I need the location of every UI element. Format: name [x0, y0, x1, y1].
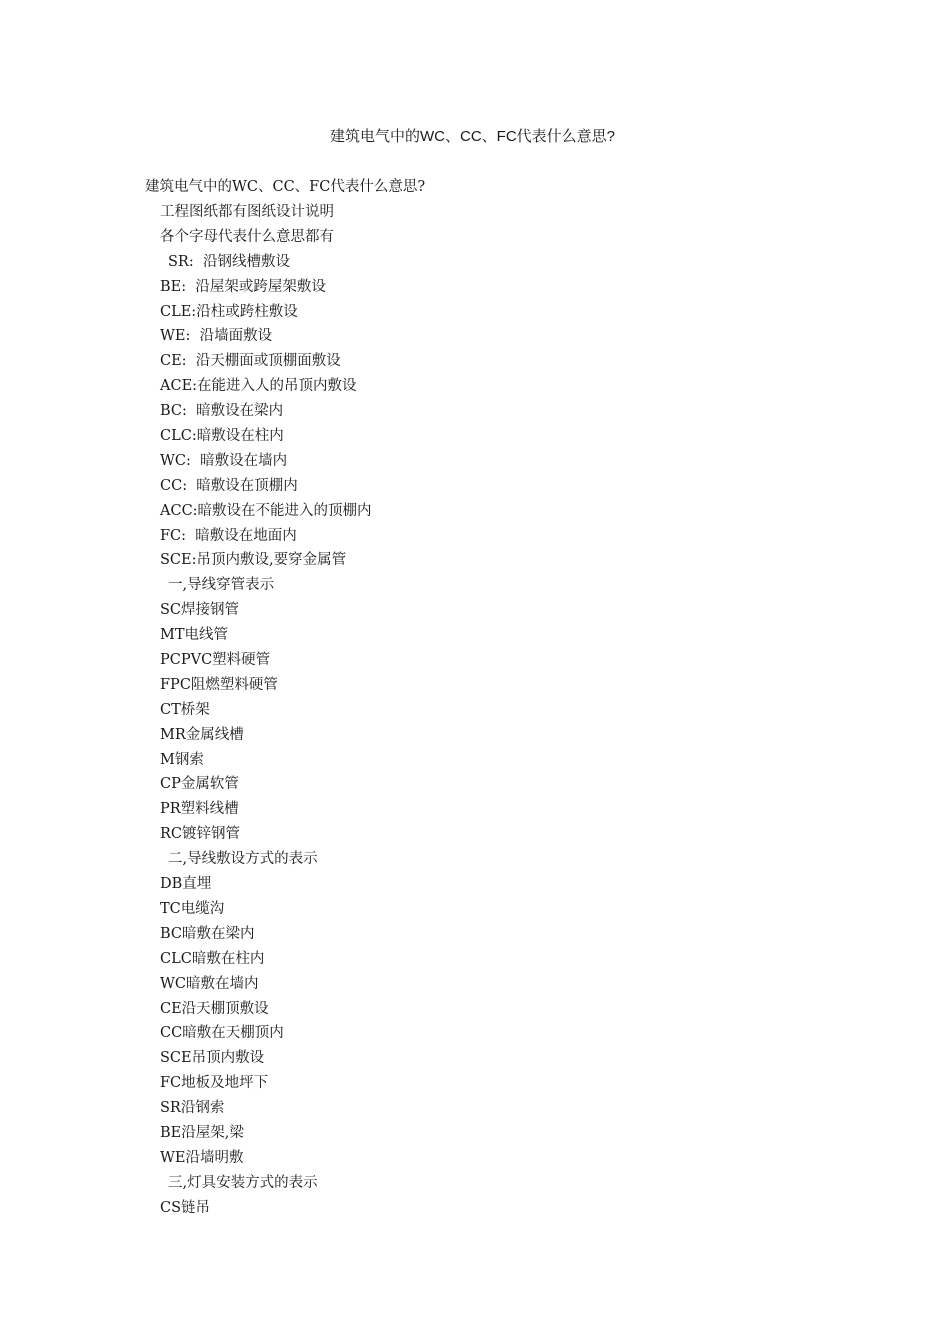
- document-line: 三,灯具安装方式的表示: [168, 1174, 318, 1191]
- document-line: BE沿屋架,梁: [160, 1124, 244, 1141]
- document-line: FC: 暗敷设在地面内: [160, 527, 297, 544]
- page-title: 建筑电气中的WC、CC、FC代表什么意思?: [330, 128, 615, 145]
- document-line: SC焊接钢管: [160, 602, 240, 619]
- document-line: SR: 沿钢线槽敷设: [168, 253, 290, 270]
- document-line: CE沿天棚顶敷设: [160, 1000, 269, 1017]
- document-line: 二,导线敷设方式的表示: [168, 851, 318, 868]
- document-line: SCE吊顶内敷设: [160, 1050, 265, 1067]
- document-line: WC暗敷在墙内: [160, 975, 259, 992]
- document-line: CT桥架: [160, 701, 210, 718]
- document-line: CLC:暗敷设在柱内: [160, 428, 284, 445]
- document-line: CC暗敷在天棚顶内: [160, 1025, 284, 1042]
- document-line: FC地板及地坪下: [160, 1075, 269, 1092]
- document-line: 工程图纸都有图纸设计说明: [160, 204, 334, 220]
- document-line: CC: 暗敷设在顶棚内: [160, 477, 298, 494]
- document-line: PR塑料线槽: [160, 801, 239, 818]
- document-heading: 建筑电气中的WC、CC、FC代表什么意思?: [145, 179, 426, 195]
- document-line: CLC暗敷在柱内: [160, 950, 265, 967]
- document-line: PCPVC塑料硬管: [160, 652, 271, 669]
- document-line: ACE:在能进入人的吊顶内敷设: [160, 378, 357, 395]
- document-line: CP金属软管: [160, 776, 239, 793]
- document-line: MT电线管: [160, 627, 229, 644]
- document-line: WE沿墙明敷: [160, 1149, 244, 1166]
- document-line: WE: 沿墙面敷设: [160, 328, 273, 345]
- document-line: BC: 暗敷设在梁内: [160, 403, 284, 420]
- document-line: DB直埋: [160, 876, 212, 893]
- document-line: SCE:吊顶内敷设,要穿金属管: [160, 552, 347, 569]
- document-line: ACC:暗敷设在不能进入的顶棚内: [160, 502, 372, 519]
- document-line: FPC阻燃塑料硬管: [160, 676, 278, 693]
- document-line: BC暗敷在梁内: [160, 925, 255, 942]
- document-line: CS链吊: [160, 1199, 211, 1216]
- document-lines: [145, 200, 845, 1221]
- document-line: MR金属线槽: [160, 726, 244, 743]
- document-line: SR沿钢索: [160, 1100, 225, 1117]
- document-line: CE: 沿天棚面或顶棚面敷设: [160, 353, 341, 370]
- document-line: CLE:沿柱或跨柱敷设: [160, 303, 298, 320]
- document-line: TC电缆沟: [160, 900, 225, 917]
- document-line: M钢索: [160, 751, 204, 768]
- document-line: WC: 暗敷设在墙内: [160, 452, 288, 469]
- document-line: 一,导线穿管表示: [168, 577, 275, 594]
- document-line: RC镀锌钢管: [160, 826, 241, 843]
- document-body: [145, 175, 845, 1221]
- document-line: 各个字母代表什么意思都有: [160, 228, 334, 245]
- document-line: BE: 沿屋架或跨屋架敷设: [160, 278, 326, 295]
